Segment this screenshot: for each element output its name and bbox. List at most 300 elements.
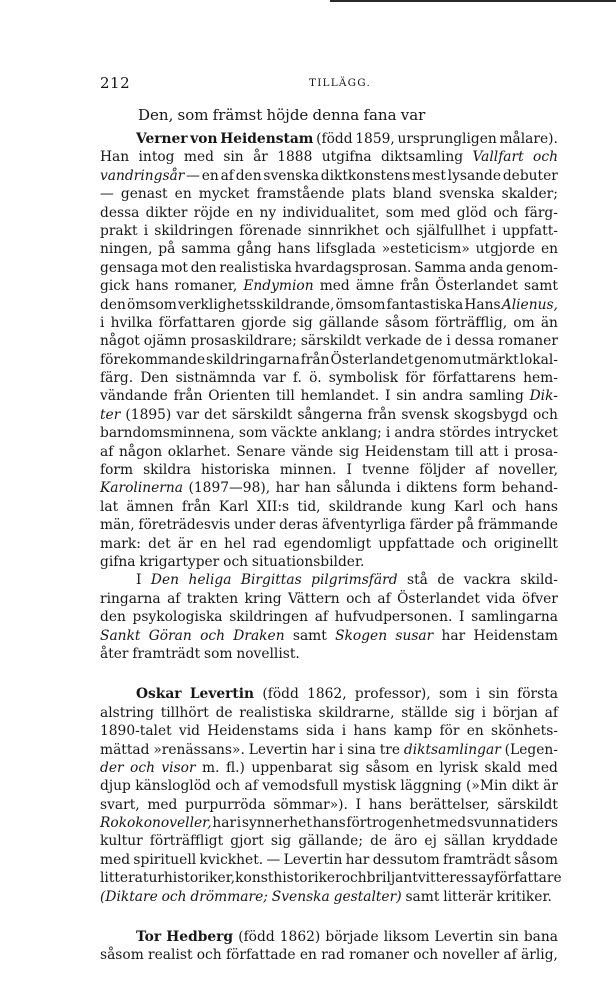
- word: (Legen-: [504, 741, 558, 758]
- word: på: [456, 517, 474, 534]
- word: psykologiska: [132, 609, 223, 626]
- word: af: [503, 947, 517, 964]
- word: vitter: [417, 870, 456, 887]
- word: gestalter): [333, 888, 402, 905]
- word: som: [238, 425, 268, 442]
- text-line: [100, 461, 558, 479]
- word: visor: [161, 759, 196, 776]
- text-line: [100, 722, 558, 740]
- word: andra: [422, 388, 464, 405]
- text-line: [100, 553, 558, 571]
- word: der: [100, 759, 124, 776]
- word: år: [253, 149, 268, 166]
- word: Österlandet: [330, 351, 414, 368]
- word: briljant: [366, 870, 418, 887]
- word: verkade: [365, 333, 422, 350]
- word: Hans: [464, 296, 501, 313]
- text-line: [100, 535, 558, 553]
- word: öfver: [521, 590, 558, 607]
- word: med: [100, 851, 131, 868]
- word: framstående: [256, 186, 345, 203]
- word: hans: [277, 241, 311, 258]
- word: gick: [100, 278, 130, 295]
- text-line: [100, 851, 558, 869]
- word: en: [201, 167, 219, 184]
- word: sin: [498, 929, 519, 946]
- word: vida: [486, 590, 516, 607]
- word: hans: [135, 278, 169, 295]
- word: följder: [419, 462, 466, 479]
- word: 1890-talet: [100, 723, 172, 740]
- word: en: [415, 759, 433, 776]
- word: ter: [100, 406, 121, 423]
- word: m.: [202, 759, 220, 776]
- text-line: [100, 222, 558, 240]
- word: stördes: [439, 425, 491, 442]
- word: dessa: [454, 333, 495, 350]
- word: lyrisk: [439, 759, 478, 776]
- word: de: [215, 704, 233, 721]
- word: I: [384, 388, 391, 405]
- word: det: [204, 406, 227, 423]
- word: uppenbarat: [251, 759, 333, 776]
- word: män,: [100, 517, 135, 534]
- word: utgjorde: [475, 241, 536, 258]
- word: Oskar: [136, 686, 182, 703]
- word: det: [148, 535, 171, 552]
- word: väckte: [271, 425, 318, 442]
- word: utmärkt: [462, 351, 519, 368]
- word: symbolisk: [328, 370, 399, 387]
- word: ningen,: [100, 241, 153, 258]
- word: trakten: [186, 590, 239, 607]
- word: skönhets-: [491, 723, 558, 740]
- word: (född: [262, 686, 299, 703]
- word: Levertin: [248, 741, 308, 758]
- word: och: [533, 149, 558, 166]
- word: tvenne: [361, 462, 410, 479]
- word: romaner,: [174, 278, 238, 295]
- paragraph-gap: [100, 663, 558, 685]
- word: Göran: [148, 627, 192, 644]
- word: har: [345, 851, 370, 868]
- word: på: [158, 241, 176, 258]
- text-line: [100, 928, 558, 946]
- word: i: [504, 443, 509, 460]
- word: (»Min: [466, 778, 508, 795]
- text-line: [100, 332, 558, 350]
- word: sig: [454, 704, 475, 721]
- word: framträdt: [443, 851, 511, 868]
- word: om: [513, 314, 535, 331]
- word: ömsom: [335, 296, 386, 313]
- word: var: [263, 370, 286, 387]
- word: sig: [292, 314, 313, 331]
- word: började: [325, 929, 379, 946]
- word: »esteticism»: [381, 241, 470, 258]
- word: en: [199, 535, 217, 552]
- text-line: [100, 204, 558, 222]
- word: af: [244, 778, 258, 795]
- page-number: 212: [100, 74, 131, 92]
- word: och: [346, 590, 371, 607]
- word: spirituell: [133, 851, 197, 868]
- word: gifna: [100, 553, 136, 570]
- word: hem-: [523, 370, 558, 387]
- word: samt: [292, 627, 327, 644]
- word: utgifna: [321, 149, 372, 166]
- word: läggning: [400, 778, 462, 795]
- word: mystisk: [342, 778, 396, 795]
- word: de: [370, 833, 388, 850]
- text-line: [100, 406, 558, 424]
- word: bland: [392, 186, 432, 203]
- running-head: TILLÄGG.: [309, 77, 372, 89]
- word: ställde: [401, 704, 448, 721]
- word: realistiska: [219, 259, 292, 276]
- word: förträffligt: [149, 833, 224, 850]
- word: dessutom: [372, 851, 440, 868]
- word: diktens: [406, 480, 458, 497]
- word: företrädesvis: [138, 517, 231, 534]
- word: i: [385, 425, 391, 442]
- word: sina: [347, 741, 376, 758]
- word: hemlandet.: [300, 388, 380, 405]
- word: vackra: [463, 572, 511, 589]
- word: gjort: [230, 833, 264, 850]
- word: hvilka: [110, 314, 153, 331]
- word: sistnämnda: [175, 370, 256, 387]
- word: egendomligt: [283, 535, 372, 552]
- word: Vättern: [288, 590, 340, 607]
- word: såsom: [365, 759, 410, 776]
- word: Sankt: [100, 627, 141, 644]
- word: 1859,: [355, 131, 395, 147]
- word: realist: [148, 947, 193, 964]
- word: romaner: [349, 947, 409, 964]
- word: lysande: [447, 167, 502, 184]
- text-line: [100, 314, 558, 332]
- word: stå: [407, 572, 428, 589]
- word: Birgittas: [240, 572, 302, 589]
- word: med: [319, 278, 350, 295]
- word: och: [130, 759, 155, 776]
- word: ärlig,: [521, 947, 558, 964]
- word: Orienten: [208, 388, 271, 405]
- word: ringarna: [100, 590, 161, 607]
- word: deras: [279, 517, 319, 534]
- word: form: [462, 480, 497, 497]
- text-line: [100, 498, 558, 516]
- word: skildra: [143, 462, 191, 479]
- word: originellt: [493, 535, 558, 552]
- word: af: [100, 443, 114, 460]
- word: själfullhet: [416, 222, 486, 239]
- word: (född: [238, 929, 275, 946]
- word: Karolinerna: [100, 480, 184, 497]
- word: den: [100, 296, 126, 313]
- word: noveller,: [498, 462, 558, 479]
- word: förträfflig,: [434, 314, 508, 331]
- word: samling: [468, 388, 524, 405]
- word: form: [100, 462, 134, 479]
- word: svunna: [466, 815, 517, 832]
- word: författade: [225, 947, 296, 964]
- word: kvickhet.: [199, 851, 264, 868]
- word: (1895): [125, 406, 172, 423]
- word: Verner: [136, 131, 188, 147]
- word: från: [300, 351, 330, 368]
- word: och: [223, 553, 249, 570]
- text-line: [100, 946, 558, 964]
- word: f.: [292, 370, 302, 387]
- word: mättad: [100, 741, 150, 758]
- word: Den: [140, 370, 169, 387]
- word: —: [100, 186, 114, 203]
- text-line: [100, 796, 558, 814]
- word: anklang;: [321, 425, 382, 442]
- word: lat: [100, 498, 119, 515]
- word: hel: [224, 535, 246, 552]
- word: med: [183, 149, 214, 166]
- word: I: [355, 796, 362, 813]
- word: Österlandet: [397, 590, 480, 607]
- word: färg-: [524, 204, 558, 221]
- word: samlingarna: [471, 609, 558, 626]
- text-line: [100, 571, 558, 589]
- word: debuter: [502, 167, 558, 184]
- word: Samma: [414, 259, 467, 276]
- word: ny: [259, 204, 277, 221]
- text-line: [100, 479, 558, 497]
- word: hufvudpersonen.: [334, 609, 453, 626]
- word: har: [441, 627, 466, 644]
- word: noveller: [442, 947, 500, 964]
- word: en: [236, 204, 254, 221]
- word: samt: [405, 888, 440, 905]
- word: »renässans».: [153, 741, 245, 758]
- word: äfventyrliga: [321, 517, 406, 534]
- word: ämne: [355, 278, 395, 295]
- word: Hedberg: [166, 929, 234, 946]
- word: I: [346, 462, 352, 479]
- text-line: [100, 741, 558, 759]
- text-line: [100, 351, 558, 369]
- text-line: [100, 369, 558, 387]
- word: litterär: [443, 888, 493, 905]
- word: till: [276, 388, 295, 405]
- word: med: [147, 796, 178, 813]
- word: Vallfart: [472, 149, 524, 166]
- word: gång: [236, 241, 272, 258]
- word: intrycket: [494, 425, 558, 442]
- text-line: [100, 685, 558, 703]
- word: djup: [100, 778, 131, 795]
- word: till: [454, 443, 474, 460]
- word: tillhört: [160, 704, 209, 721]
- word: hans: [312, 815, 346, 832]
- word: tiders: [517, 815, 558, 832]
- text-line: [100, 424, 558, 442]
- word: såsom: [100, 947, 144, 964]
- word: Endymion: [243, 278, 314, 295]
- word: realistiska: [239, 704, 312, 721]
- word: i: [481, 704, 487, 721]
- word: skildrarne,: [318, 704, 395, 721]
- word: andra: [394, 425, 436, 442]
- word: med: [436, 815, 467, 832]
- word: vände: [291, 443, 334, 460]
- word: sin: [396, 388, 417, 405]
- word: historiska: [200, 462, 270, 479]
- word: Österlandet: [435, 278, 518, 295]
- word: behand-: [501, 480, 558, 497]
- word: intog: [138, 149, 175, 166]
- word: individualitet,: [282, 204, 380, 221]
- word: kritiker.: [496, 888, 552, 905]
- word: skalder;: [501, 186, 558, 203]
- word: verklighetsskildrande,: [178, 296, 335, 313]
- word: särskildt: [231, 406, 293, 423]
- word: sig: [270, 833, 292, 850]
- word: kultur: [100, 833, 143, 850]
- word: ämnen: [126, 498, 174, 515]
- word: Heidenstam: [473, 627, 558, 644]
- word: sångerna: [297, 406, 363, 423]
- lead-line: [100, 104, 558, 130]
- word: litteraturhistoriker,: [100, 870, 236, 887]
- word: fantastiska: [386, 296, 464, 313]
- word: skild-: [520, 572, 558, 589]
- word: dikt: [511, 778, 539, 795]
- word: mycket: [198, 186, 250, 203]
- word: —: [266, 851, 281, 868]
- word: purpurröda: [185, 796, 266, 813]
- word: Han: [100, 149, 130, 166]
- word: i: [236, 815, 242, 832]
- text-line: [100, 296, 558, 314]
- word: novellist.: [236, 645, 300, 662]
- word: målare).: [499, 131, 558, 147]
- word: var: [176, 406, 200, 423]
- text-line: [100, 148, 558, 166]
- word: och: [413, 947, 439, 964]
- word: 1888: [277, 149, 313, 166]
- word: synnerhet: [241, 815, 312, 832]
- word: höjde: [266, 106, 309, 124]
- word: ojämn: [143, 333, 187, 350]
- word: färder: [409, 517, 454, 534]
- word: gjorde: [241, 314, 287, 331]
- text-line: [100, 130, 558, 148]
- word: tre: [379, 741, 401, 758]
- word: prosa-: [514, 443, 558, 460]
- word: lokal-: [519, 351, 558, 368]
- word: Skogen: [335, 627, 388, 644]
- word: med: [527, 759, 558, 776]
- word: vändande: [100, 388, 168, 405]
- word: Levertin: [434, 929, 494, 946]
- text-line: [100, 645, 558, 663]
- word: genom-: [506, 259, 558, 276]
- word: glöd: [456, 204, 488, 221]
- word: från: [367, 406, 397, 423]
- word: anda: [469, 259, 504, 276]
- word: gällande;: [298, 833, 363, 850]
- word: sig: [338, 443, 360, 460]
- word: sida: [305, 723, 335, 740]
- word: vid: [178, 723, 200, 740]
- word: fana: [363, 106, 397, 124]
- word: hans: [368, 796, 402, 813]
- word: som: [385, 204, 415, 221]
- word: (född: [316, 131, 353, 147]
- word: XII:s: [256, 498, 290, 515]
- word: situationsbilder.: [251, 553, 365, 570]
- word: från: [173, 388, 203, 405]
- word: särskildt: [497, 796, 558, 813]
- text-line: [100, 814, 558, 832]
- text-line: [100, 167, 558, 185]
- word: den: [100, 609, 126, 626]
- word: kung: [410, 498, 446, 515]
- text-line: [100, 704, 558, 722]
- word: Heidenstams: [207, 723, 299, 740]
- text-line: [100, 240, 558, 258]
- word: författarens: [432, 370, 516, 387]
- word: och: [532, 406, 558, 423]
- top-rule: [330, 0, 616, 2]
- word: och: [491, 498, 517, 515]
- word: —: [186, 167, 200, 184]
- word: minnen.: [279, 462, 337, 479]
- word: genast: [120, 186, 168, 203]
- text-line: [100, 832, 558, 850]
- word: än: [540, 314, 558, 331]
- word: i: [491, 222, 497, 239]
- word: (1897—98),: [188, 480, 271, 497]
- word: sig: [338, 759, 360, 776]
- word: mark:: [100, 535, 141, 552]
- word: vandringsår: [100, 167, 185, 184]
- word: Draken: [233, 627, 285, 644]
- text-line: [100, 759, 558, 777]
- word: Tor: [136, 929, 162, 946]
- word: Levertin: [189, 686, 255, 703]
- word: såsom: [514, 851, 558, 868]
- word: skald: [484, 759, 522, 776]
- word: kamp: [393, 723, 433, 740]
- word: fl.): [225, 759, 245, 776]
- word: som: [204, 645, 233, 662]
- word: Rokokonoveller,: [100, 815, 212, 832]
- text-line: [100, 387, 558, 405]
- word: konsthistoriker: [235, 870, 342, 887]
- word: författaren: [158, 314, 236, 331]
- word: färg.: [100, 370, 134, 387]
- word: (Diktare: [100, 888, 158, 905]
- word: I: [459, 609, 465, 626]
- word: af: [475, 462, 489, 479]
- word: Senare: [236, 443, 286, 460]
- word: en: [299, 947, 317, 964]
- word: en: [174, 186, 192, 203]
- word: hans: [524, 498, 558, 515]
- word: skildringen: [229, 609, 309, 626]
- word: något: [100, 333, 140, 350]
- word: diktsamling: [381, 149, 464, 166]
- word: i: [475, 686, 481, 703]
